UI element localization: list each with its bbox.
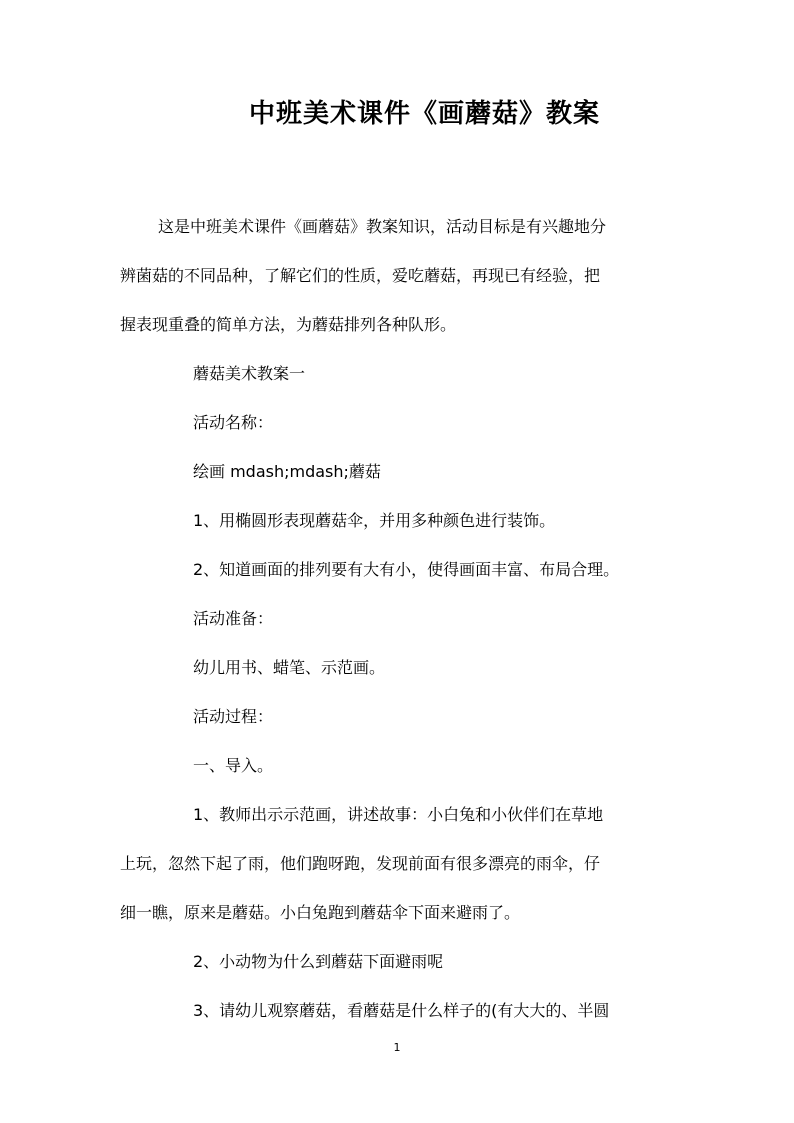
text-line: 握表现重叠的简单方法，为蘑菇排列各种队形。 [120, 315, 457, 334]
text-line: 1、用椭圆形表现蘑菇伞，并用多种颜色进行装饰。 [193, 511, 556, 530]
text-line: 上玩，忽然下起了雨，他们跑呀跑，发现前面有很多漂亮的雨伞，仔 [120, 854, 601, 873]
text-line: 活动准备： [193, 609, 274, 628]
page-number: 1 [393, 1041, 401, 1054]
text-line: 2、小动物为什么到蘑菇下面避雨呢 [193, 952, 444, 971]
text-line: 一、导入。 [193, 756, 274, 775]
text-line: 幼儿用书、蜡笔、示范画。 [193, 658, 386, 677]
text-line: 这是中班美术课件《画蘑菇》教案知识，活动目标是有兴趣地分 [158, 217, 607, 236]
text-line: 辨菌菇的不同品种，了解它们的性质，爱吃蘑菇，再现已有经验，把 [120, 266, 601, 285]
text-line: 细一瞧，原来是蘑菇。小白兔跑到蘑菇伞下面来避雨了。 [120, 903, 521, 922]
text-line: 2、知道画面的排列要有大有小，使得画面丰富、布局合理。 [193, 560, 620, 579]
section-heading: 蘑菇美术教案一 [193, 364, 306, 383]
document-title: 中班美术课件《画蘑菇》教案 [248, 99, 600, 129]
text-line: 3、请幼儿观察蘑菇，看蘑菇是什么样子的(有大大的、半圆 [193, 1001, 610, 1020]
text-line: 活动过程： [193, 707, 274, 726]
text-line: 活动名称： [193, 413, 274, 432]
text-line: 绘画 mdash;mdash;蘑菇 [193, 462, 381, 481]
text-line: 1、教师出示示范画，讲述故事：小白兔和小伙伴们在草地 [193, 805, 604, 824]
